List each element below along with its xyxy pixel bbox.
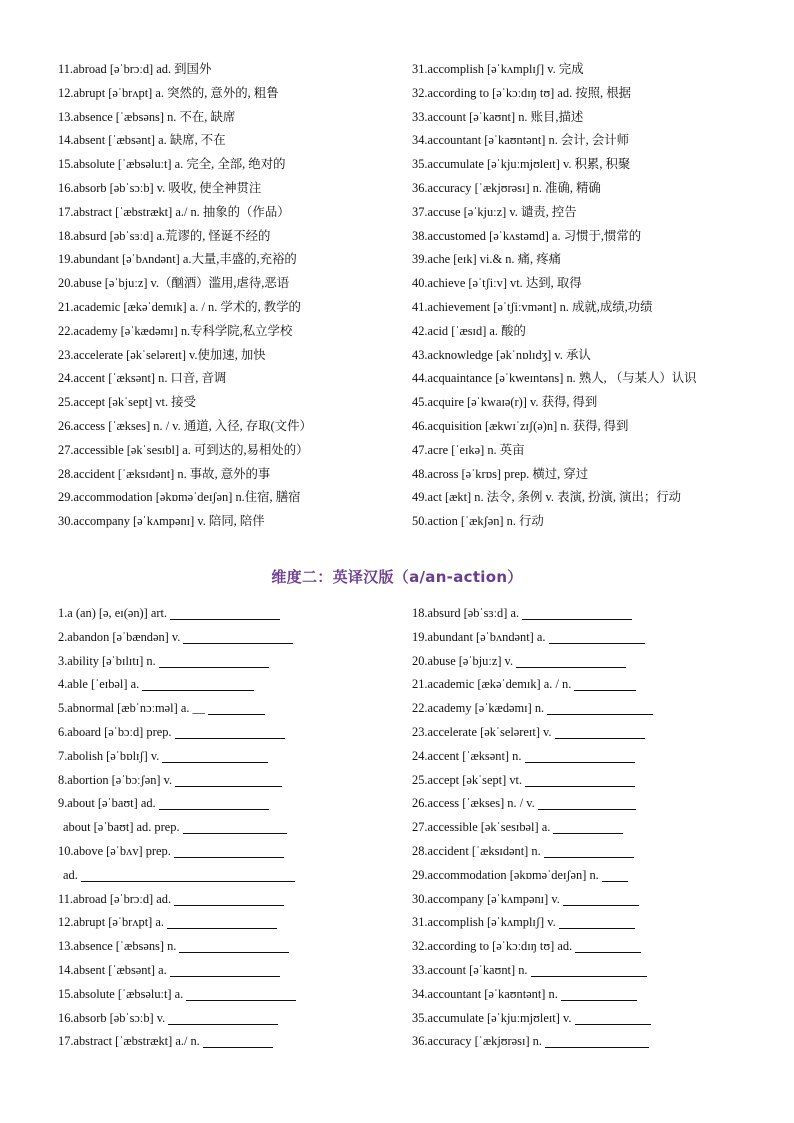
vocab-entry bbox=[58, 320, 312, 344]
exercise-item bbox=[412, 1007, 653, 1031]
answer-blank[interactable] bbox=[563, 891, 639, 906]
exercise-item bbox=[412, 888, 653, 912]
answer-blank[interactable] bbox=[516, 653, 626, 668]
vocab-entry bbox=[412, 415, 697, 439]
exercise-item-text: 24.accent [ˈæksənt] n. bbox=[412, 748, 522, 763]
answer-blank[interactable] bbox=[170, 605, 280, 620]
exercise-item bbox=[412, 626, 653, 650]
vocab-entry bbox=[412, 296, 697, 320]
exercise-item bbox=[58, 1030, 296, 1054]
exercise-item bbox=[412, 911, 653, 935]
answer-blank[interactable] bbox=[602, 867, 628, 882]
answer-blank[interactable] bbox=[183, 819, 287, 834]
vocab-entry-text: 45.acquire [əˈkwaɪə(r)] v. 获得, 得到 bbox=[412, 395, 598, 410]
answer-blank[interactable] bbox=[559, 914, 635, 929]
vocab-entry-text: 23.accelerate [əkˈseləreɪt] v.使加速, 加快 bbox=[58, 347, 266, 362]
exercise-item-text: about [əˈbaʊt] ad. prep. bbox=[63, 820, 180, 835]
exercise-item bbox=[412, 745, 653, 769]
answer-blank[interactable] bbox=[159, 795, 269, 810]
section-heading: 维度二：英译汉版（a/an-action） bbox=[271, 568, 523, 586]
exercise-item-text: 22.academy [əˈkædəmɪ] n. bbox=[412, 701, 545, 716]
answer-blank[interactable] bbox=[561, 986, 637, 1001]
vocab-entry bbox=[412, 82, 697, 106]
exercise-item bbox=[58, 650, 296, 674]
vocab-entry-text: 40.achieve [əˈtʃiːv] vt. 达到, 取得 bbox=[412, 276, 582, 291]
answer-blank[interactable] bbox=[549, 629, 645, 644]
vocab-entry bbox=[412, 177, 697, 201]
answer-blank[interactable] bbox=[142, 676, 254, 691]
exercise-item bbox=[412, 650, 653, 674]
answer-blank[interactable] bbox=[575, 1010, 651, 1025]
vocab-entry-text: 21.academic [ækəˈdemɪk] a. / n. 学术的, 教学的 bbox=[58, 299, 301, 314]
vocab-entry-text: 36.accuracy [ˈækjʊrəsɪ] n. 准确, 精确 bbox=[412, 180, 601, 195]
answer-blank[interactable] bbox=[175, 772, 282, 787]
vocab-entry-text: 50.action [ˈækʃən] n. 行动 bbox=[412, 514, 544, 529]
vocab-entry bbox=[58, 439, 312, 463]
exercise-item-text: 11.abroad [əˈbrɔːd] ad. bbox=[58, 891, 172, 906]
answer-blank[interactable] bbox=[168, 1010, 278, 1025]
exercise-item-text: 18.absurd [əbˈsɜːd] a. bbox=[412, 606, 520, 620]
vocab-entry bbox=[412, 439, 697, 463]
vocab-entry-text: 33.account [əˈkaʊnt] n. 账目,描述 bbox=[412, 109, 584, 124]
vocab-entry bbox=[412, 320, 697, 344]
vocab-entry bbox=[58, 58, 312, 82]
vocab-list-left bbox=[58, 58, 312, 534]
exercise-item bbox=[58, 721, 296, 745]
exercise-item bbox=[58, 626, 296, 650]
exercise-item bbox=[58, 697, 296, 721]
vocab-entry-text: 34.accountant [əˈkaʊntənt] n. 会计, 会计师 bbox=[412, 133, 630, 148]
vocab-entry-text: 44.acquaintance [əˈkweɪntəns] n. 熟人, （与某人）认识 bbox=[412, 371, 697, 386]
exercise-item-text: 1.a (an) [ə, eɪ(ən)] art. bbox=[58, 606, 168, 620]
vocab-entry-text: 29.accommodation [əkɒməˈdeɪʃən] n.住宿, 膳宿 bbox=[58, 490, 301, 505]
exercise-item-text: 2.abandon [əˈbændən] v. bbox=[58, 629, 181, 644]
exercise-item-text: 12.abrupt [əˈbrʌpt] a. bbox=[58, 915, 164, 930]
exercise-item bbox=[58, 840, 296, 864]
answer-blank[interactable] bbox=[179, 938, 289, 953]
exercise-item bbox=[412, 602, 653, 626]
exercise-item-text: 23.accelerate [əkˈseləreɪt] v. bbox=[412, 724, 552, 739]
vocab-entry-text: 41.achievement [əˈtʃiːvmənt] n. 成就,成绩,功绩 bbox=[412, 299, 653, 314]
vocab-entry bbox=[412, 248, 697, 272]
vocab-entry-text: 15.absolute [ˈæbsəluːt] a. 完全, 全部, 绝对的 bbox=[58, 157, 286, 172]
answer-blank[interactable] bbox=[174, 843, 284, 858]
exercise-item-text: 15.absolute [ˈæbsəluːt] a. bbox=[58, 986, 184, 1001]
exercise-item-text: 30.accompany [əˈkʌmpənɪ] v. bbox=[412, 891, 560, 906]
vocab-entry bbox=[412, 463, 697, 487]
vocab-entry bbox=[58, 177, 312, 201]
answer-blank[interactable] bbox=[545, 1033, 649, 1048]
vocab-entry bbox=[58, 248, 312, 272]
vocab-entry-text: 37.accuse [əˈkjuːz] v. 谴责, 控告 bbox=[412, 204, 577, 219]
vocab-entry-text: 30.accompany [əˈkʌmpənɪ] v. 陪同, 陪伴 bbox=[58, 514, 265, 529]
exercise-item bbox=[412, 816, 653, 840]
vocab-entry-text: 32.according to [əˈkɔːdɪŋ tʊ] ad. 按照, 根据 bbox=[412, 85, 632, 100]
vocab-entry bbox=[58, 272, 312, 296]
exercise-item-text: 7.abolish [əˈbɒlɪʃ] v. bbox=[58, 748, 160, 763]
answer-blank[interactable] bbox=[531, 962, 647, 977]
vocab-entry-text: 26.access [ˈækses] n. / v. 通道, 入径, 存取(文件） bbox=[58, 418, 312, 433]
vocab-entry bbox=[412, 367, 697, 391]
exercise-item-text: 17.abstract [ˈæbstrækt] a./ n. bbox=[58, 1034, 200, 1049]
exercise-item bbox=[58, 983, 296, 1007]
exercise-item-text: 3.ability [əˈbɪlɪtɪ] n. bbox=[58, 653, 156, 668]
vocab-entry bbox=[412, 225, 697, 249]
vocab-entry bbox=[412, 58, 697, 82]
exercise-item bbox=[58, 888, 296, 912]
answer-blank[interactable] bbox=[525, 772, 635, 787]
vocab-entry bbox=[58, 344, 312, 368]
answer-blank[interactable] bbox=[170, 962, 280, 977]
exercise-item-text: 31.accomplish [əˈkʌmplɪʃ] v. bbox=[412, 915, 556, 930]
exercise-item bbox=[412, 721, 653, 745]
vocab-entry-text: 19.abundant [əˈbʌndənt] a.大量,丰盛的,充裕的 bbox=[58, 252, 297, 267]
vocab-entry-text: 18.absurd [əbˈsɜːd] a.荒谬的, 怪诞不经的 bbox=[58, 228, 271, 243]
vocab-entry-text: 13.absence [ˈæbsəns] n. 不在, 缺席 bbox=[58, 109, 236, 124]
exercise-item bbox=[58, 673, 296, 697]
answer-blank[interactable] bbox=[203, 1033, 273, 1048]
exercise-item bbox=[412, 697, 653, 721]
vocab-entry bbox=[58, 296, 312, 320]
vocab-entry bbox=[58, 129, 312, 153]
vocab-entry-text: 22.academy [əˈkædəmɪ] n.专科学院,私立学校 bbox=[58, 323, 293, 338]
answer-blank[interactable] bbox=[522, 605, 632, 620]
exercise-item-text: 16.absorb [əbˈsɔːb] v. bbox=[58, 1010, 166, 1025]
exercise-item-text: 5.abnormal [æbˈnɔːməl] a. __ bbox=[58, 701, 205, 716]
exercise-item bbox=[412, 792, 653, 816]
vocab-entry bbox=[412, 391, 697, 415]
vocab-entry-text: 42.acid [ˈæsɪd] a. 酸的 bbox=[412, 323, 526, 338]
exercise-item bbox=[412, 673, 653, 697]
exercise-item bbox=[412, 840, 653, 864]
exercise-item bbox=[58, 864, 296, 888]
vocab-entry-text: 24.accent [ˈæksənt] n. 口音, 音调 bbox=[58, 371, 227, 386]
exercise-item bbox=[58, 602, 296, 626]
exercise-item bbox=[58, 911, 296, 935]
answer-blank[interactable] bbox=[553, 819, 623, 834]
answer-blank[interactable] bbox=[81, 867, 295, 882]
exercise-item bbox=[412, 864, 653, 888]
vocab-entry-text: 16.absorb [əbˈsɔːb] v. 吸收, 使全神贯注 bbox=[58, 180, 262, 195]
vocab-list-right bbox=[412, 58, 697, 534]
exercise-item-text: 20.abuse [əˈbjuːz] v. bbox=[412, 653, 514, 668]
vocab-entry-text: 11.abroad [əˈbrɔːd] ad. 到国外 bbox=[58, 62, 212, 76]
exercise-item bbox=[58, 1007, 296, 1031]
vocab-entry bbox=[58, 153, 312, 177]
answer-blank[interactable] bbox=[575, 938, 641, 953]
exercise-item-text: 13.absence [ˈæbsəns] n. bbox=[58, 939, 177, 954]
exercise-item-text: 25.accept [əkˈsept] vt. bbox=[412, 772, 523, 787]
exercise-item-text: 8.abortion [əˈbɔːʃən] v. bbox=[58, 772, 173, 787]
vocab-entry bbox=[412, 344, 697, 368]
exercise-item bbox=[58, 816, 296, 840]
answer-blank[interactable] bbox=[525, 748, 635, 763]
answer-blank[interactable] bbox=[183, 629, 293, 644]
answer-blank[interactable] bbox=[547, 700, 653, 715]
answer-blank[interactable] bbox=[167, 914, 277, 929]
vocab-entry bbox=[412, 129, 697, 153]
vocab-entry bbox=[58, 463, 312, 487]
vocab-entry-text: 28.accident [ˈæksɪdənt] n. 事故, 意外的事 bbox=[58, 466, 271, 481]
vocab-entry-text: 47.acre [ˈeɪkə] n. 英亩 bbox=[412, 442, 525, 457]
answer-blank[interactable] bbox=[159, 653, 269, 668]
vocab-entry bbox=[412, 510, 697, 534]
exercise-item-text: 36.accuracy [ˈækjʊrəsɪ] n. bbox=[412, 1034, 542, 1049]
exercise-list-right bbox=[412, 602, 653, 1054]
vocab-entry-text: 38.accustomed [əˈkʌstəmd] a. 习惯于,惯常的 bbox=[412, 228, 642, 243]
exercise-item bbox=[412, 1030, 653, 1054]
vocab-entry-text: 25.accept [əkˈsept] vt. 接受 bbox=[58, 395, 196, 410]
vocab-entry bbox=[412, 106, 697, 130]
exercise-item-text: 19.abundant [əˈbʌndənt] a. bbox=[412, 629, 546, 644]
answer-blank[interactable] bbox=[162, 748, 268, 763]
exercise-item-text: 27.accessible [əkˈsesɪbəl] a. bbox=[412, 820, 551, 835]
vocab-entry bbox=[412, 153, 697, 177]
vocab-entry bbox=[58, 367, 312, 391]
vocab-entry bbox=[412, 486, 697, 510]
exercise-item-text: 34.accountant [əˈkaʊntənt] n. bbox=[412, 986, 558, 1001]
exercise-item-text: 35.accumulate [əˈkjuːmjʊleɪt] v. bbox=[412, 1010, 572, 1025]
exercise-item bbox=[412, 935, 653, 959]
answer-blank[interactable] bbox=[175, 724, 285, 739]
exercise-list-left bbox=[58, 602, 296, 1054]
exercise-item-text: 9.about [əˈbaʊt] ad. bbox=[58, 796, 156, 811]
vocab-entry-text: 43.acknowledge [əkˈnɒlɪdʒ] v. 承认 bbox=[412, 347, 591, 362]
exercise-item-text: 26.access [ˈækses] n. / v. bbox=[412, 796, 535, 811]
answer-blank[interactable] bbox=[574, 676, 636, 691]
vocab-entry-text: 14.absent [ˈæbsənt] a. 缺席, 不在 bbox=[58, 133, 226, 148]
exercise-item-text: 21.academic [ækəˈdemɪk] a. / n. bbox=[412, 677, 572, 692]
vocab-entry-text: 12.abrupt [əˈbrʌpt] a. 突然的, 意外的, 粗鲁 bbox=[58, 85, 279, 100]
vocab-entry-text: 46.acquisition [ækwɪˈzɪʃ(ə)n] n. 获得, 得到 bbox=[412, 418, 629, 433]
exercise-item-text: 29.accommodation [əkɒməˈdeɪʃən] n. bbox=[412, 867, 599, 882]
exercise-item-text: 32.according to [əˈkɔːdɪŋ tʊ] ad. bbox=[412, 939, 573, 954]
exercise-item bbox=[58, 745, 296, 769]
exercise-item-text: 10.above [əˈbʌv] prep. bbox=[58, 843, 171, 858]
exercise-item bbox=[58, 935, 296, 959]
answer-blank[interactable] bbox=[555, 724, 645, 739]
answer-blank[interactable] bbox=[538, 795, 636, 810]
exercise-item-text: 33.account [əˈkaʊnt] n. bbox=[412, 962, 528, 977]
vocab-entry bbox=[58, 391, 312, 415]
exercise-item-text: ad. bbox=[63, 867, 78, 882]
exercise-item bbox=[58, 792, 296, 816]
vocab-entry bbox=[58, 201, 312, 225]
answer-blank[interactable] bbox=[208, 700, 265, 715]
vocab-entry-text: 35.accumulate [əˈkjuːmjʊleɪt] v. 积累, 积聚 bbox=[412, 157, 631, 172]
vocab-entry bbox=[58, 225, 312, 249]
vocab-entry-text: 17.abstract [ˈæbstrækt] a./ n. 抽象的（作品） bbox=[58, 204, 290, 219]
vocab-entry-text: 39.ache [eɪk] vi.& n. 痛, 疼痛 bbox=[412, 252, 561, 267]
exercise-item-text: 6.aboard [əˈbɔːd] prep. bbox=[58, 724, 172, 739]
vocab-entry bbox=[58, 82, 312, 106]
vocab-entry bbox=[58, 510, 312, 534]
exercise-item bbox=[412, 983, 653, 1007]
vocab-entry-text: 49.act [ækt] n. 法令, 条例 v. 表演, 扮演, 演出；行动 bbox=[412, 490, 682, 505]
vocab-entry-text: 27.accessible [əkˈsesɪbl] a. 可到达的,易相处的） bbox=[58, 442, 309, 457]
vocab-entry-text: 20.abuse [əˈbjuːz] v.（酗酒）滥用,虐待,恶语 bbox=[58, 276, 290, 291]
vocab-entry bbox=[412, 201, 697, 225]
exercise-item-text: 4.able [ˈeɪbəl] a. bbox=[58, 677, 140, 692]
exercise-item bbox=[58, 769, 296, 793]
exercise-item bbox=[412, 769, 653, 793]
exercise-item-text: 28.accident [ˈæksɪdənt] n. bbox=[412, 843, 541, 858]
vocab-entry-text: 48.across [əˈkrɒs] prep. 横过, 穿过 bbox=[412, 466, 589, 481]
exercise-item bbox=[58, 959, 296, 983]
vocab-entry bbox=[58, 106, 312, 130]
exercise-item-text: 14.absent [ˈæbsənt] a. bbox=[58, 962, 167, 977]
answer-blank[interactable] bbox=[174, 891, 284, 906]
vocab-entry-text: 31.accomplish [əˈkʌmplɪʃ] v. 完成 bbox=[412, 62, 584, 76]
exercise-item bbox=[412, 959, 653, 983]
answer-blank[interactable] bbox=[544, 843, 634, 858]
vocab-entry bbox=[58, 415, 312, 439]
answer-blank[interactable] bbox=[186, 986, 296, 1001]
vocab-entry bbox=[412, 272, 697, 296]
vocab-entry bbox=[58, 486, 312, 510]
